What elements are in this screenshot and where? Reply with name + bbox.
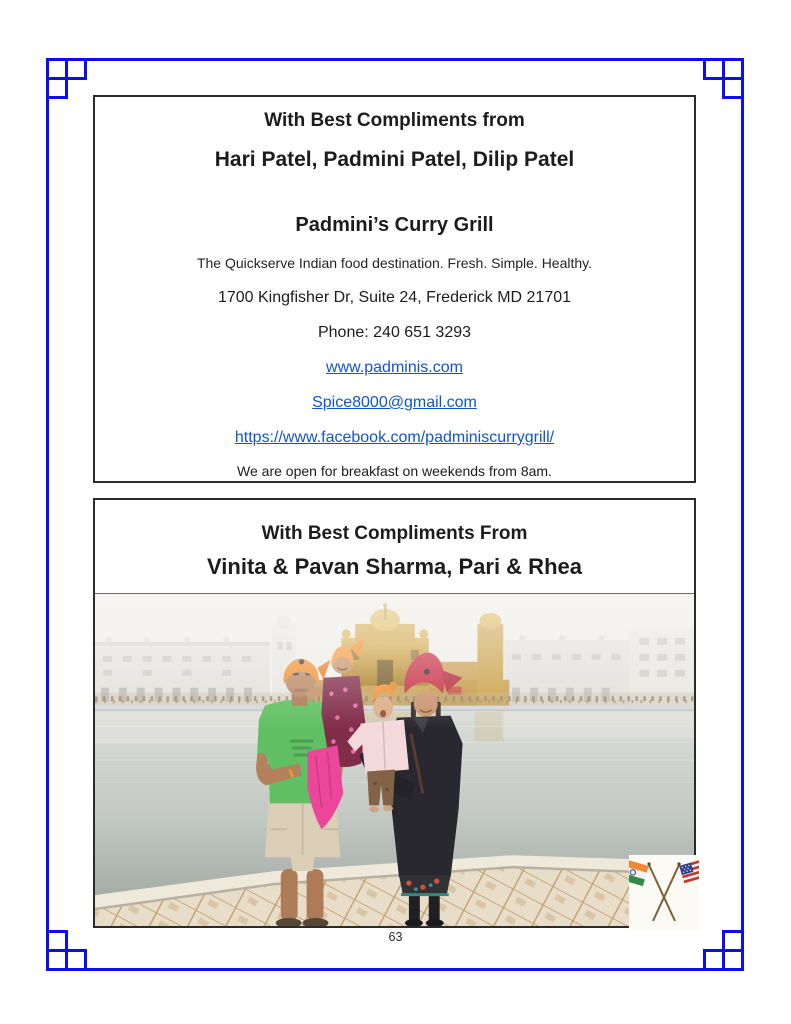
ad2-heading: With Best Compliments From (261, 523, 528, 544)
india-usa-flags-image (629, 855, 699, 931)
page-number: 63 (388, 930, 403, 944)
ad1-note: We are open for breakfast on weekends from 8am. (237, 463, 552, 479)
india-usa-crossed-flags-icon (629, 855, 699, 931)
family-photo (95, 593, 694, 926)
golden-temple-scene (95, 594, 694, 926)
ad1-email-link[interactable]: Spice8000@gmail.com (312, 394, 477, 411)
ad1-heading: With Best Compliments from (264, 110, 525, 131)
ad1-website-link[interactable]: www.padminis.com (326, 359, 463, 376)
ad1-facebook-link[interactable]: https://www.facebook.com/padminiscurrygrill/ (234, 429, 555, 446)
ad1-names: Hari Patel, Padmini Patel, Dilip Patel (214, 148, 575, 171)
ad1-tagline: The Quickserve Indian food destination. Fresh. Simple. Healthy. (196, 255, 593, 271)
ad1-address: 1700 Kingfisher Dr, Suite 24, Frederick MD 21701 (217, 289, 572, 306)
ad2-names: Vinita & Pavan Sharma, Pari & Rhea (207, 554, 582, 579)
ad1-phone: Phone: 240 651 3293 (317, 324, 472, 341)
ad-sharma-family (93, 498, 696, 928)
ad-padminis-curry-grill (93, 95, 696, 483)
ad1-business-name: Padmini’s Curry Grill (295, 214, 494, 236)
